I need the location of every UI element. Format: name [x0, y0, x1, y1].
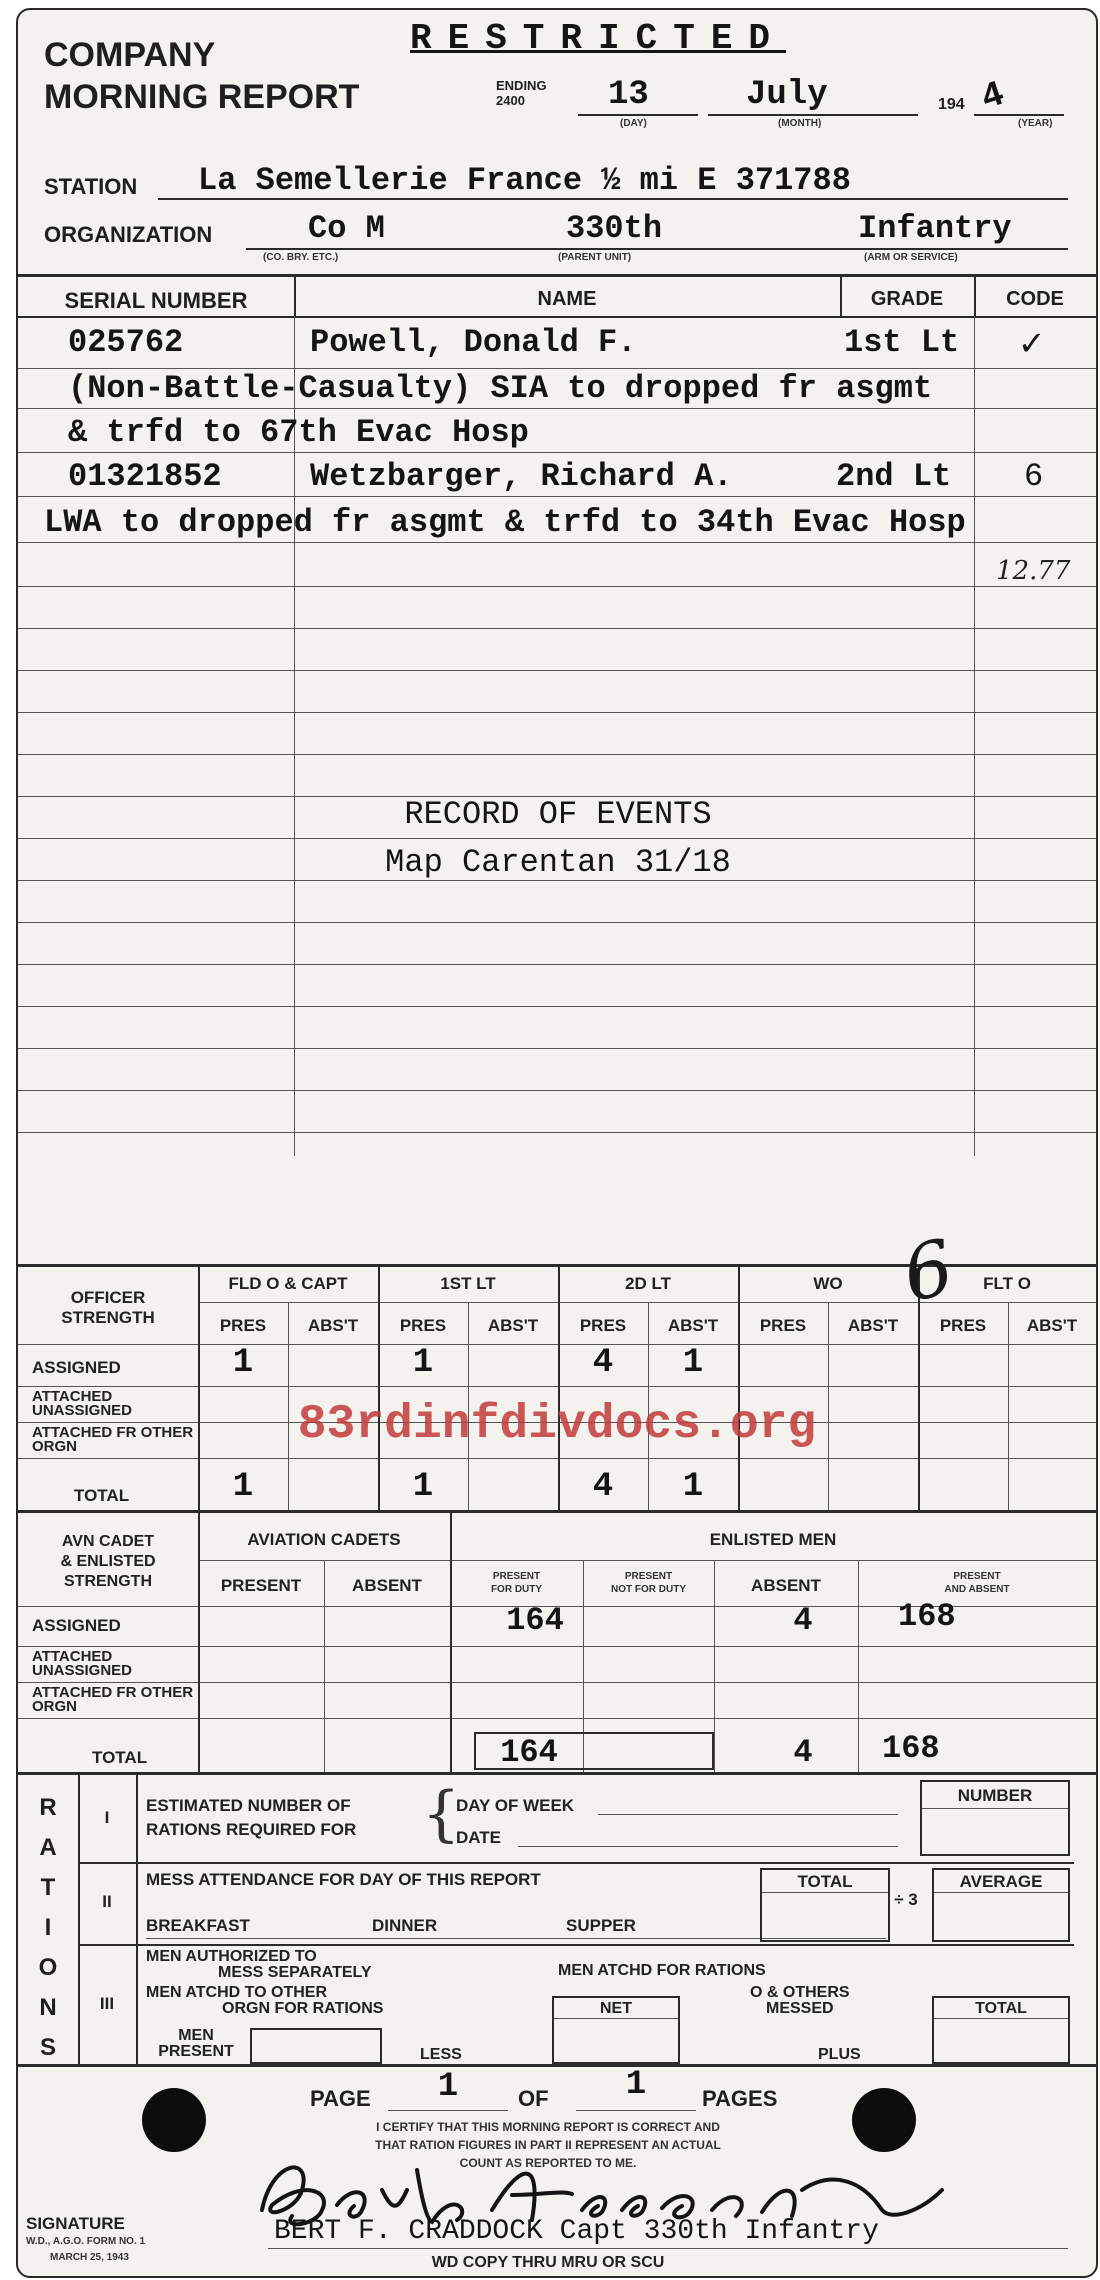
company-label: COMPANY	[44, 36, 216, 74]
rations-letter: A	[39, 1834, 57, 1861]
certification-line: I CERTIFY THAT THIS MORNING REPORT IS CORRECT AND	[376, 2120, 720, 2134]
enlisted-total-present-duty: 164	[500, 1734, 558, 1771]
form-date: MARCH 25, 1943	[50, 2252, 129, 2263]
men-authorized-label: MEN AUTHORIZED TO	[146, 1948, 317, 1965]
officer-group-fld-capt: FLD O & CAPT	[228, 1274, 348, 1293]
men-atchd-other-label: MEN ATCHD TO OTHER	[146, 1984, 328, 2001]
messed-label: MESSED	[766, 2000, 834, 2017]
enlisted-assigned-total: 168	[898, 1598, 956, 1635]
entry-serial: 025762	[68, 324, 184, 361]
station-label: STATION	[44, 174, 138, 199]
entry-grade: 2nd Lt	[836, 458, 952, 495]
officer-strength-title: OFFICER STRENGTH	[61, 1288, 155, 1327]
enlisted-strength-title: AVN CADET & ENLISTED STRENGTH	[60, 1533, 156, 1590]
entry-remark: LWA to dropped fr asgmt & trfd to 34th Evac Hosp	[44, 504, 966, 541]
copy-routing: WD COPY THRU MRU OR SCU	[431, 2254, 665, 2271]
enlisted-total-total: 168	[882, 1730, 940, 1767]
rations-letter: T	[40, 1874, 56, 1901]
org-unit-sub: (PARENT UNIT)	[558, 252, 632, 263]
col-grade-header: GRADE	[870, 288, 944, 310]
cadets-present-header: PRESENT	[220, 1576, 302, 1595]
rations-letter: O	[38, 1954, 58, 1981]
divide-by-three: ÷ 3	[894, 1890, 918, 1909]
enlisted-assigned-absent: 4	[793, 1602, 813, 1639]
certification-line: COUNT AS REPORTED TO ME.	[459, 2156, 637, 2170]
cadets-absent-header: ABSENT	[352, 1576, 422, 1595]
officer-pres-header: PRES	[219, 1316, 267, 1335]
officer-group-wo: WO	[813, 1274, 843, 1293]
org-arm: Infantry	[858, 210, 1012, 247]
officer-pres-header: PRES	[939, 1316, 987, 1335]
officer-total-value: 1	[682, 1468, 704, 1506]
officer-total-value: 1	[412, 1468, 434, 1506]
rations-total-header: TOTAL	[975, 2000, 1027, 2017]
rations-section-3: III	[99, 1994, 115, 2013]
present-and-absent-header: PRESENT AND ABSENT	[944, 1571, 1010, 1595]
enlisted-men-header: ENLISTED MEN	[709, 1530, 837, 1549]
officer-total-value: 1	[232, 1468, 254, 1506]
officer-abst-header: ABS'T	[667, 1316, 719, 1335]
org-arm-sub: (ARM OR SERVICE)	[864, 252, 958, 263]
mess-average-header: AVERAGE	[959, 1872, 1043, 1891]
binder-hole	[142, 2088, 206, 2152]
mess-separately-label: MESS SEPARATELY	[218, 1964, 372, 1981]
restricted-stamp: RESTRICTED	[410, 18, 787, 59]
record-of-events-map: Map Carentan 31/18	[385, 844, 731, 881]
mess-total-header: TOTAL	[797, 1872, 853, 1891]
rations-section-2: II	[102, 1892, 112, 1911]
entry-remark: (Non-Battle-Casualty) SIA to dropped fr asgmt	[68, 370, 933, 407]
officer-row-total: TOTAL	[74, 1486, 130, 1505]
supper-label: SUPPER	[566, 1916, 636, 1935]
officer-abst-header: ABS'T	[1026, 1316, 1078, 1335]
handwritten-mark: 6	[895, 1221, 962, 1320]
enlisted-row-attached-other: ATTACHED FR OTHER ORGN	[32, 1684, 194, 1715]
rations-estimated-label: ESTIMATED NUMBER OF RATIONS REQUIRED FOR	[146, 1796, 357, 1839]
officer-pres-header: PRES	[759, 1316, 807, 1335]
officer-group-1st-lt: 1ST LT	[440, 1274, 496, 1293]
morning-report-label: MORNING REPORT	[44, 78, 360, 116]
plus-label: PLUS	[818, 2046, 861, 2063]
officer-assigned-value: 4	[592, 1344, 614, 1382]
officer-abst-header: ABS'T	[307, 1316, 359, 1335]
rations-number-header: NUMBER	[957, 1786, 1033, 1805]
record-of-events-title: RECORD OF EVENTS	[404, 796, 712, 833]
day-of-week-label: DAY OF WEEK	[456, 1796, 575, 1815]
officer-assigned-value: 1	[682, 1344, 704, 1382]
officer-pres-header: PRES	[579, 1316, 627, 1335]
signer-name: BERT F. CRADDOCK Capt 330th Infantry	[274, 2216, 879, 2247]
report-card: COMPANY MORNING REPORT RESTRICTED ENDING 2400 13 July 194 4 (DAY) (MONTH) (YEAR) STATION La Semellerie France ½ mi E 371788 ORGANIZATION Co M 330th Infantry (CO. BRY. ETC.) (PARENT UNIT) (ARM OR SERVICE) SERIAL NUMBER NAME GRADE CODE 025762 Powell, Donald F. 1st Lt ✓ (Non-Battle-Casualty) SIA to dropped fr asgmt & trfd to 67th Evac Hosp 01321852 Wetzbarger, Richard A. 2nd Lt 6 LWA to dropped fr asgmt & trfd to 34th Evac Hosp 12.77 RECORD OF EVENTS Map Carentan 31/18 OFFICER STRENGTH FLD O & CAPT 1ST LT 2D LT WO FLT O PRES ABS'T PRES ABS'T PRES ABS'T PRES ABS'T PRES ABS'T ASSIGNED ATTACHED UNASSIGNED ATTACHED FR OTHER ORGN TOTAL 1 1 4 1 1 1 4 1 6 83rdinfdivdocs.org AVN CADET & ENLISTED STRENGTH AVIATION CADETS ENLISTED MEN PRESENT ABSENT PRESENT FOR DUTY PRESENT NOT FOR DUTY ABSENT PRESENT AND ABSENT ASSIGNED ATTACHED UNASSIGNED ATTACHED FR OTHER ORGN TOTAL 164 4 168 164 4 168 R A T I O N S I ESTIMATED NUMBER OF RATIONS REQUIRED FOR { DAY OF WEEK DATE NUMBER II MESS ATTENDANCE FOR DAY OF THIS REPORT BREAKFAST DINNER SUPPER TOTAL ÷ 3 AVERAGE III MEN AUTHORIZED TO MESS SEPARATELY MEN ATCHD TO OTHER ORGN FOR RATIONS MEN ATCHD FOR RATIONS O & OTHERS MESSED NET TOTAL MEN PRESENT LESS PLUS PAGE 1 OF 1 PAGES I CERTIFY THAT THIS MORNING REPORT IS CORRECT AND THAT RATION FIGURES IN PART II REPRESENT AN ACTUAL COUNT AS REPORTED TO ME. SIGNATURE W.D., A.G.O. FORM NO. 1 MARCH 25, 1943 BERT F. CRADDOCK Capt 330th Infantry WD COPY THRU MRU OR SCU	[16, 8, 1098, 2278]
officer-group-flt-o: FLT O	[983, 1274, 1031, 1293]
officer-group-2d-lt: 2D LT	[625, 1274, 671, 1293]
net-header: NET	[600, 2000, 632, 2017]
col-serial-header: SERIAL NUMBER	[64, 288, 248, 313]
less-label: LESS	[420, 2046, 462, 2063]
report-year-digit: 4	[976, 73, 1010, 120]
handwritten-note: 12.77	[996, 556, 1071, 586]
org-parent-unit: 330th	[566, 210, 663, 247]
officers-others-label: O & OTHERS	[750, 1984, 850, 2001]
rations-letter: S	[39, 2034, 56, 2061]
col-name-header: NAME	[537, 288, 597, 310]
month-sub: (MONTH)	[778, 118, 822, 129]
page-number: 1	[437, 2068, 459, 2106]
organization-label: ORGANIZATION	[44, 222, 213, 247]
orgn-for-rations-label: ORGN FOR RATIONS	[222, 2000, 384, 2017]
officer-pres-header: PRES	[399, 1316, 447, 1335]
entry-name: Wetzbarger, Richard A.	[310, 458, 733, 495]
rations-letter: R	[39, 1794, 57, 1821]
enlisted-total-absent: 4	[793, 1734, 813, 1771]
officer-row-assigned: ASSIGNED	[32, 1358, 121, 1377]
watermark: 83rdinfdivdocs.org	[297, 1398, 817, 1452]
entry-name: Powell, Donald F.	[310, 324, 637, 361]
officer-total-value: 4	[592, 1468, 614, 1506]
mess-attendance-label: MESS ATTENDANCE FOR DAY OF THIS REPORT	[146, 1870, 541, 1889]
pages-label: PAGES	[702, 2086, 778, 2111]
rations-section-1: I	[104, 1808, 110, 1827]
of-label: OF	[518, 2086, 549, 2111]
officer-row-attached-other: ATTACHED FR OTHER ORGN	[32, 1424, 194, 1455]
page-label: PAGE	[310, 2086, 371, 2111]
men-atchd-for-rations-label: MEN ATCHD FOR RATIONS	[558, 1962, 766, 1979]
enlisted-row-attached-unassigned: ATTACHED UNASSIGNED	[32, 1648, 133, 1679]
entry-grade: 1st Lt	[844, 324, 960, 361]
day-sub: (DAY)	[620, 118, 647, 129]
officer-assigned-value: 1	[232, 1344, 254, 1382]
enlisted-assigned-present-duty: 164	[506, 1602, 564, 1639]
form-number: W.D., A.G.O. FORM NO. 1	[26, 2236, 146, 2247]
rations-letter: I	[44, 1914, 52, 1941]
org-company-sub: (CO. BRY. ETC.)	[263, 252, 339, 263]
year-prefix: 194	[938, 96, 965, 113]
dinner-label: DINNER	[372, 1916, 438, 1935]
em-absent-header: ABSENT	[751, 1576, 821, 1595]
binder-hole	[852, 2088, 916, 2152]
total-pages-number: 1	[625, 2066, 647, 2104]
officer-assigned-value: 1	[412, 1344, 434, 1382]
present-not-for-duty-header: PRESENT NOT FOR DUTY	[611, 1571, 686, 1595]
org-company: Co M	[308, 210, 385, 247]
entry-code: ✓	[1020, 324, 1043, 367]
ending-label: ENDING 2400	[496, 78, 547, 108]
rations-letter: N	[39, 1994, 57, 2021]
entry-code: 6	[1024, 458, 1044, 495]
col-code-header: CODE	[1006, 288, 1064, 310]
enlisted-row-total: TOTAL	[92, 1748, 148, 1767]
officer-abst-header: ABS'T	[487, 1316, 539, 1335]
aviation-cadets-header: AVIATION CADETS	[247, 1530, 401, 1549]
date-label: DATE	[456, 1828, 502, 1847]
report-month: July	[746, 76, 828, 114]
present-for-duty-header: PRESENT FOR DUTY	[490, 1571, 543, 1595]
year-sub: (YEAR)	[1018, 118, 1053, 129]
officer-row-attached-unassigned: ATTACHED UNASSIGNED	[32, 1388, 133, 1419]
signature-label: SIGNATURE	[26, 2214, 125, 2233]
entry-remark: & trfd to 67th Evac Hosp	[68, 414, 529, 451]
station-value: La Semellerie France ½ mi E 371788	[198, 162, 851, 199]
breakfast-label: BREAKFAST	[146, 1916, 250, 1935]
certification-line: THAT RATION FIGURES IN PART II REPRESENT AN ACTUAL	[375, 2138, 721, 2152]
men-present-label: MEN PRESENT	[158, 2027, 234, 2060]
report-day: 13	[608, 76, 649, 114]
enlisted-row-assigned: ASSIGNED	[32, 1616, 121, 1635]
entry-serial: 01321852	[68, 458, 222, 495]
officer-abst-header: ABS'T	[847, 1316, 899, 1335]
